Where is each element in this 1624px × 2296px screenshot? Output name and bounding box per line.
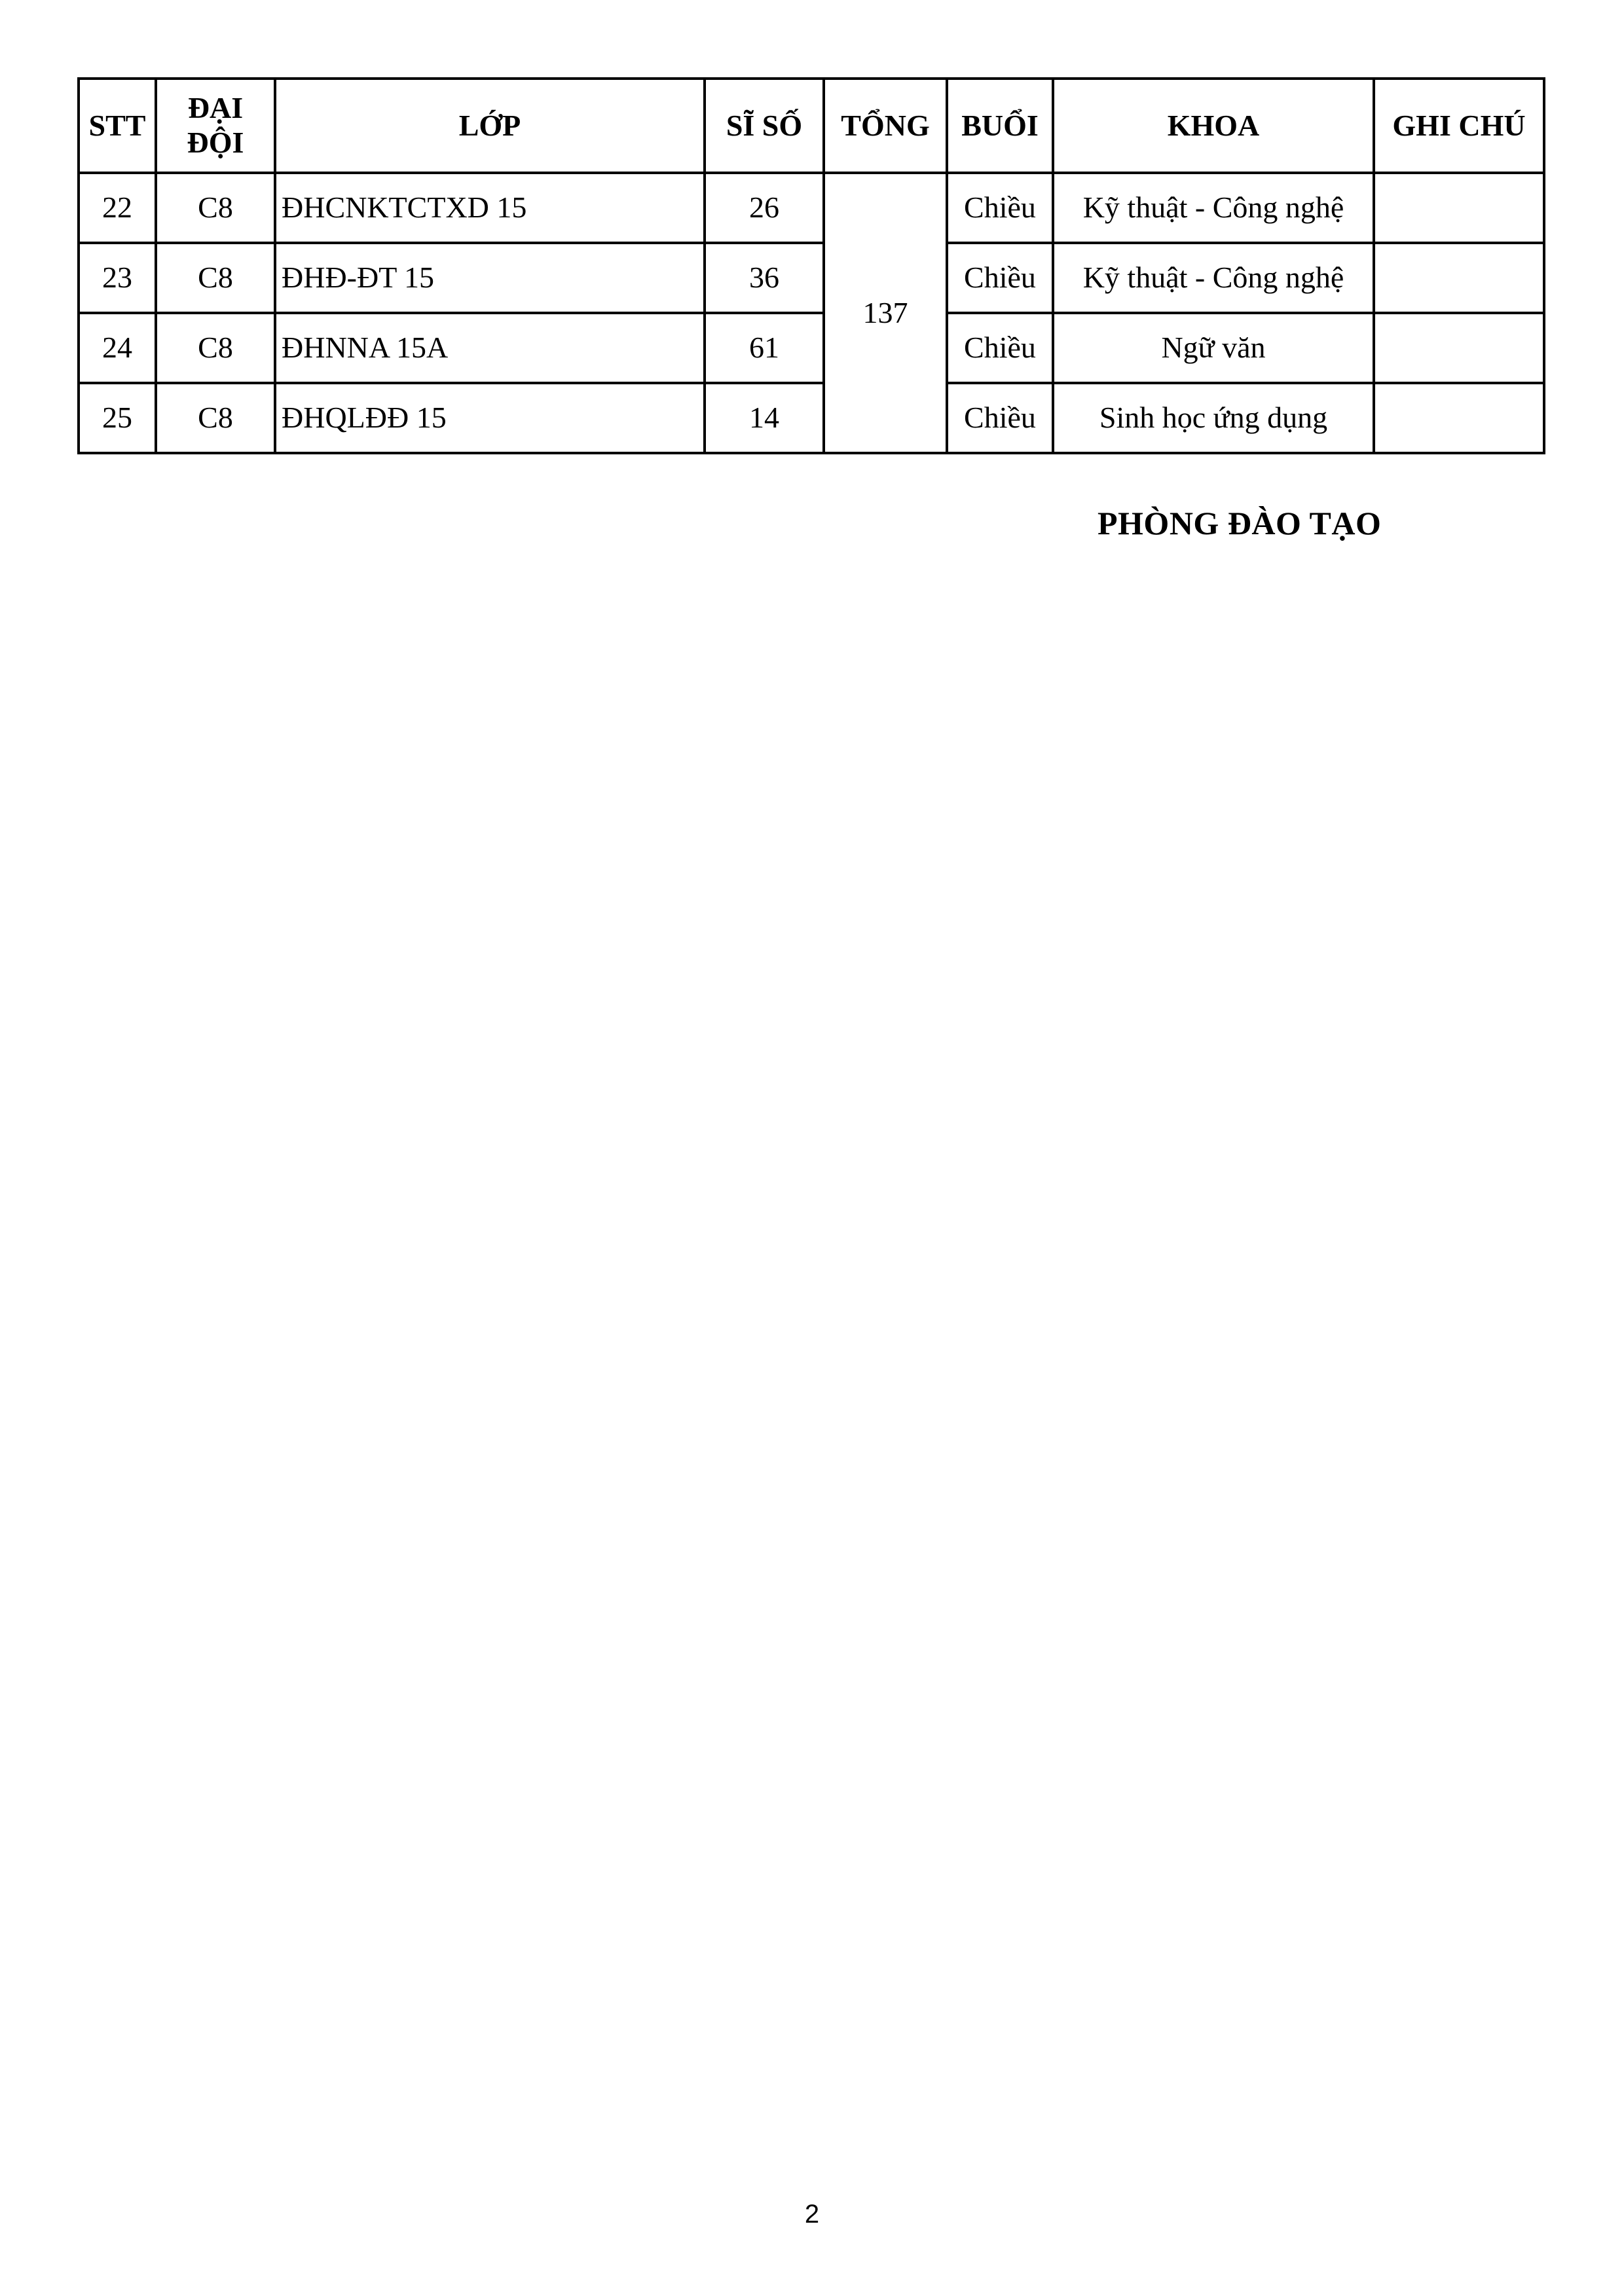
header-ghi-chu: GHI CHÚ xyxy=(1374,79,1544,173)
header-lop: LỚP xyxy=(275,79,705,173)
header-tong: TỔNG xyxy=(824,79,947,173)
cell-si-so: 36 xyxy=(705,243,824,313)
cell-tong: 137 xyxy=(824,173,947,453)
cell-ghi-chu xyxy=(1374,313,1544,383)
cell-khoa: Sinh học ứng dụng xyxy=(1053,383,1374,453)
header-dai-doi-line1: ĐẠI xyxy=(187,91,244,125)
header-khoa: KHOA xyxy=(1053,79,1374,173)
cell-dai-doi: C8 xyxy=(156,313,275,383)
cell-lop: ĐHCNKTCTXD 15 xyxy=(275,173,705,243)
cell-dai-doi: C8 xyxy=(156,243,275,313)
class-schedule-table xyxy=(77,77,1545,454)
header-dai-doi-line2: ĐỘI xyxy=(187,126,244,159)
header-si-so: SĨ SỐ xyxy=(705,79,824,173)
cell-dai-doi: C8 xyxy=(156,383,275,453)
cell-lop: ĐHQLĐĐ 15 xyxy=(275,383,705,453)
header-buoi: BUỔI xyxy=(947,79,1053,173)
cell-stt: 24 xyxy=(79,313,156,383)
cell-khoa: Kỹ thuật - Công nghệ xyxy=(1053,173,1374,243)
cell-khoa: Ngữ văn xyxy=(1053,313,1374,383)
cell-buoi: Chiều xyxy=(947,313,1053,383)
cell-buoi: Chiều xyxy=(947,243,1053,313)
cell-lop: ĐHNNA 15A xyxy=(275,313,705,383)
table-row xyxy=(79,313,1544,383)
cell-stt: 25 xyxy=(79,383,156,453)
cell-si-so: 61 xyxy=(705,313,824,383)
signature-office: PHÒNG ĐÀO TẠO xyxy=(1098,505,1382,541)
cell-dai-doi: C8 xyxy=(156,173,275,243)
cell-si-so: 14 xyxy=(705,383,824,453)
header-dai-doi xyxy=(156,79,275,173)
cell-si-so: 26 xyxy=(705,173,824,243)
table-row xyxy=(79,383,1544,453)
table-row xyxy=(79,243,1544,313)
cell-stt: 23 xyxy=(79,243,156,313)
cell-khoa: Kỹ thuật - Công nghệ xyxy=(1053,243,1374,313)
cell-buoi: Chiều xyxy=(947,173,1053,243)
cell-ghi-chu xyxy=(1374,243,1544,313)
header-stt: STT xyxy=(79,79,156,173)
cell-ghi-chu xyxy=(1374,173,1544,243)
cell-stt: 22 xyxy=(79,173,156,243)
cell-ghi-chu xyxy=(1374,383,1544,453)
page-number: 2 xyxy=(804,2200,820,2229)
table-row xyxy=(79,173,1544,243)
table-header-row xyxy=(79,79,1544,173)
cell-buoi: Chiều xyxy=(947,383,1053,453)
cell-lop: ĐHĐ-ĐT 15 xyxy=(275,243,705,313)
